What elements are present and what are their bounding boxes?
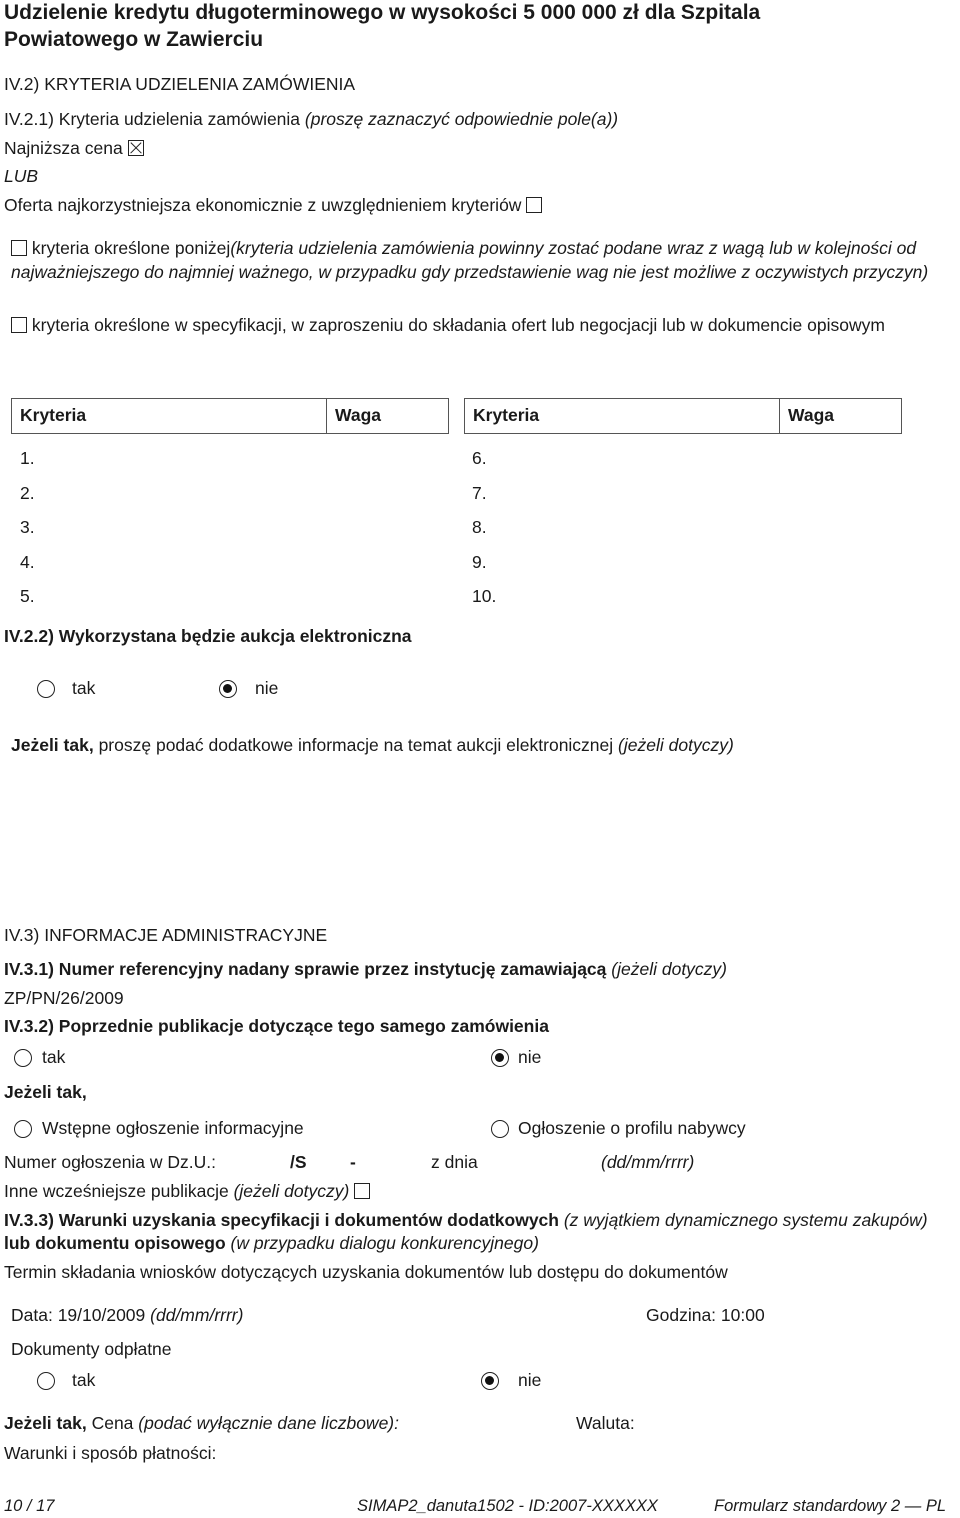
section-heading-iv33-italic1: (z wyjątkiem dynamicznego systemu zakupów) xyxy=(563,1210,928,1230)
best-offer-option xyxy=(4,195,542,216)
section-heading-iv32: IV.3.2) Poprzednie publikacje dotyczące tego samego zamówienia xyxy=(4,1016,549,1036)
criteria-list-right xyxy=(472,441,496,614)
criteria-row: 4. xyxy=(20,551,35,572)
deadline-time: Godzina: 10:00 xyxy=(646,1305,765,1325)
document-id: SIMAP2_danuta1502 - ID:2007-XXXXXX xyxy=(357,1497,658,1515)
criteria-table-header-left xyxy=(11,398,449,434)
price-line xyxy=(4,1413,399,1434)
criteria-col-header: Kryteria xyxy=(465,399,780,433)
section-heading-iv33 xyxy=(4,1209,954,1255)
auction-info-note-text: proszę podać dodatkowe informacje na temat aukcji elektronicznej xyxy=(98,735,614,755)
prior-pub-if-yes: Jeżeli tak, xyxy=(4,1082,87,1102)
paid-docs-yes-label: tak xyxy=(72,1370,96,1390)
buyer-profile-notice-label: Ogłoszenie o profilu nabywcy xyxy=(518,1118,746,1138)
buyer-profile-notice-radio[interactable] xyxy=(491,1120,509,1138)
auction-no-label: nie xyxy=(255,678,279,698)
paid-docs-no-radio[interactable] xyxy=(481,1372,499,1390)
page-number: 10 / 17 xyxy=(4,1497,55,1515)
criteria-row: 5. xyxy=(20,586,35,606)
auction-info-note-italic: (jeżeli dotyczy) xyxy=(618,735,734,755)
deadline-text: Termin składania wniosków dotyczących uzyskania dokumentów lub dostępu do dokumentów xyxy=(4,1262,728,1282)
lowest-price-option xyxy=(4,138,144,159)
criteria-row: 1. xyxy=(20,448,35,468)
deadline-date-format: (dd/mm/rrrr) xyxy=(150,1305,244,1325)
other-publications-checkbox[interactable] xyxy=(354,1183,370,1199)
oj-number-label: Numer ogłoszenia w Dz.U.: xyxy=(4,1152,217,1172)
section-heading-iv2: IV.2) KRYTERIA UDZIELENIA ZAMÓWIENIA xyxy=(4,74,356,94)
auction-yes-label: tak xyxy=(72,678,96,698)
criteria-spec-label: kryteria określone w specyfikacji, w zaproszeniu do składania ofert lub negocjacji lub w dokumencie opisowym xyxy=(31,315,885,335)
section-heading-iv31-text: IV.3.1) Numer referencyjny nadany sprawie przez instytucję zamawiającą xyxy=(4,959,607,979)
section-heading-iv33-bold1: IV.3.3) Warunki uzyskania specyfikacji i dokumentów dodatkowych xyxy=(4,1210,559,1230)
prior-info-notice-label: Wstępne ogłoszenie informacyjne xyxy=(42,1118,304,1138)
best-offer-label: Oferta najkorzystniejsza ekonomicznie z uwzględnieniem kryteriów xyxy=(4,195,522,215)
auction-yes-radio[interactable] xyxy=(37,680,55,698)
oj-date-format: (dd/mm/rrrr) xyxy=(601,1152,695,1172)
other-publications-option xyxy=(4,1181,370,1202)
weight-col-header: Waga xyxy=(335,405,382,425)
section-heading-iv21-note: (proszę zaznaczyć odpowiednie pole(a)) xyxy=(304,109,619,129)
section-heading-iv21 xyxy=(4,109,618,130)
prior-pub-no-label: nie xyxy=(518,1047,542,1067)
document-title-line2: Powiatowego w Zawierciu xyxy=(4,28,264,51)
section-heading-iv3: IV.3) INFORMACJE ADMINISTRACYJNE xyxy=(4,925,328,945)
prior-pub-yes-radio[interactable] xyxy=(14,1049,32,1067)
criteria-row: 3. xyxy=(20,517,35,537)
other-publications-note: (jeżeli dotyczy) xyxy=(233,1181,350,1201)
criteria-spec-option xyxy=(11,313,946,337)
prior-pub-yes-label: tak xyxy=(42,1047,66,1067)
criteria-below-checkbox[interactable] xyxy=(11,240,27,256)
oj-s-label: /S xyxy=(290,1152,307,1172)
payment-terms-label: Warunki i sposób płatności: xyxy=(4,1443,217,1463)
oj-dash: - xyxy=(350,1152,356,1172)
criteria-list-left xyxy=(20,441,35,614)
criteria-row: 6. xyxy=(472,448,487,468)
price-if-yes: Jeżeli tak, xyxy=(4,1413,87,1433)
auction-info-note xyxy=(11,735,734,756)
criteria-row: 8. xyxy=(472,517,487,537)
paid-documents-label: Dokumenty odpłatne xyxy=(11,1339,172,1359)
deadline-date-value: Data: 19/10/2009 xyxy=(11,1305,146,1325)
document-title-line1: Udzielenie kredytu długoterminowego w wysokości 5 000 000 zł dla Szpitala xyxy=(4,1,761,24)
criteria-below-note: (kryteria udzielenia zamówienia powinny zostać podane wraz z wagą lub w kolejności od najważniejszego do najmniej ważnego, w przypadku gdy przedstawienie wag nie jest możliwe z oczywistych przyczyn) xyxy=(11,238,929,282)
oj-date-label: z dnia xyxy=(431,1152,478,1172)
auction-no-radio[interactable] xyxy=(219,680,237,698)
section-heading-iv21-text: IV.2.1) Kryteria udzielenia zamówienia xyxy=(4,109,301,129)
paid-docs-no-label: nie xyxy=(518,1370,542,1390)
section-heading-iv22: IV.2.2) Wykorzystana będzie aukcja elektroniczna xyxy=(4,626,412,646)
criteria-col-header: Kryteria xyxy=(12,399,327,433)
form-name: Formularz standardowy 2 — PL xyxy=(714,1497,947,1515)
criteria-spec-checkbox[interactable] xyxy=(11,317,27,333)
other-publications-label: Inne wcześniejsze publikacje xyxy=(4,1181,229,1201)
section-heading-iv31 xyxy=(4,959,727,980)
auction-info-note-bold: Jeżeli tak, xyxy=(11,735,94,755)
deadline-date xyxy=(11,1305,243,1326)
criteria-row: 10. xyxy=(472,586,497,606)
criteria-below-label: kryteria określone poniżej xyxy=(31,238,231,258)
lowest-price-checkbox[interactable] xyxy=(128,140,144,156)
criteria-row: 7. xyxy=(472,482,487,503)
weight-col-header: Waga xyxy=(788,405,835,425)
lowest-price-label: Najniższa cena xyxy=(4,138,123,158)
section-heading-iv33-italic2: (w przypadku dialogu konkurencyjnego) xyxy=(230,1233,539,1253)
price-label: Cena xyxy=(91,1413,134,1433)
section-heading-iv31-note: (jeżeli dotyczy) xyxy=(611,959,728,979)
criteria-row: 9. xyxy=(472,551,487,572)
prior-pub-no-radio[interactable] xyxy=(491,1049,509,1067)
currency-label: Waluta: xyxy=(576,1413,635,1433)
criteria-row: 2. xyxy=(20,482,35,503)
criteria-table-header-right xyxy=(464,398,902,434)
price-note: (podać wyłącznie dane liczbowe): xyxy=(138,1413,399,1433)
prior-info-notice-radio[interactable] xyxy=(14,1120,32,1138)
paid-docs-yes-radio[interactable] xyxy=(37,1372,55,1390)
criteria-below-option xyxy=(11,237,946,284)
section-heading-iv33-bold2: lub dokumentu opisowego xyxy=(4,1233,226,1253)
reference-number-value: ZP/PN/26/2009 xyxy=(4,988,124,1008)
best-offer-checkbox[interactable] xyxy=(526,197,542,213)
or-label: LUB xyxy=(4,166,39,186)
